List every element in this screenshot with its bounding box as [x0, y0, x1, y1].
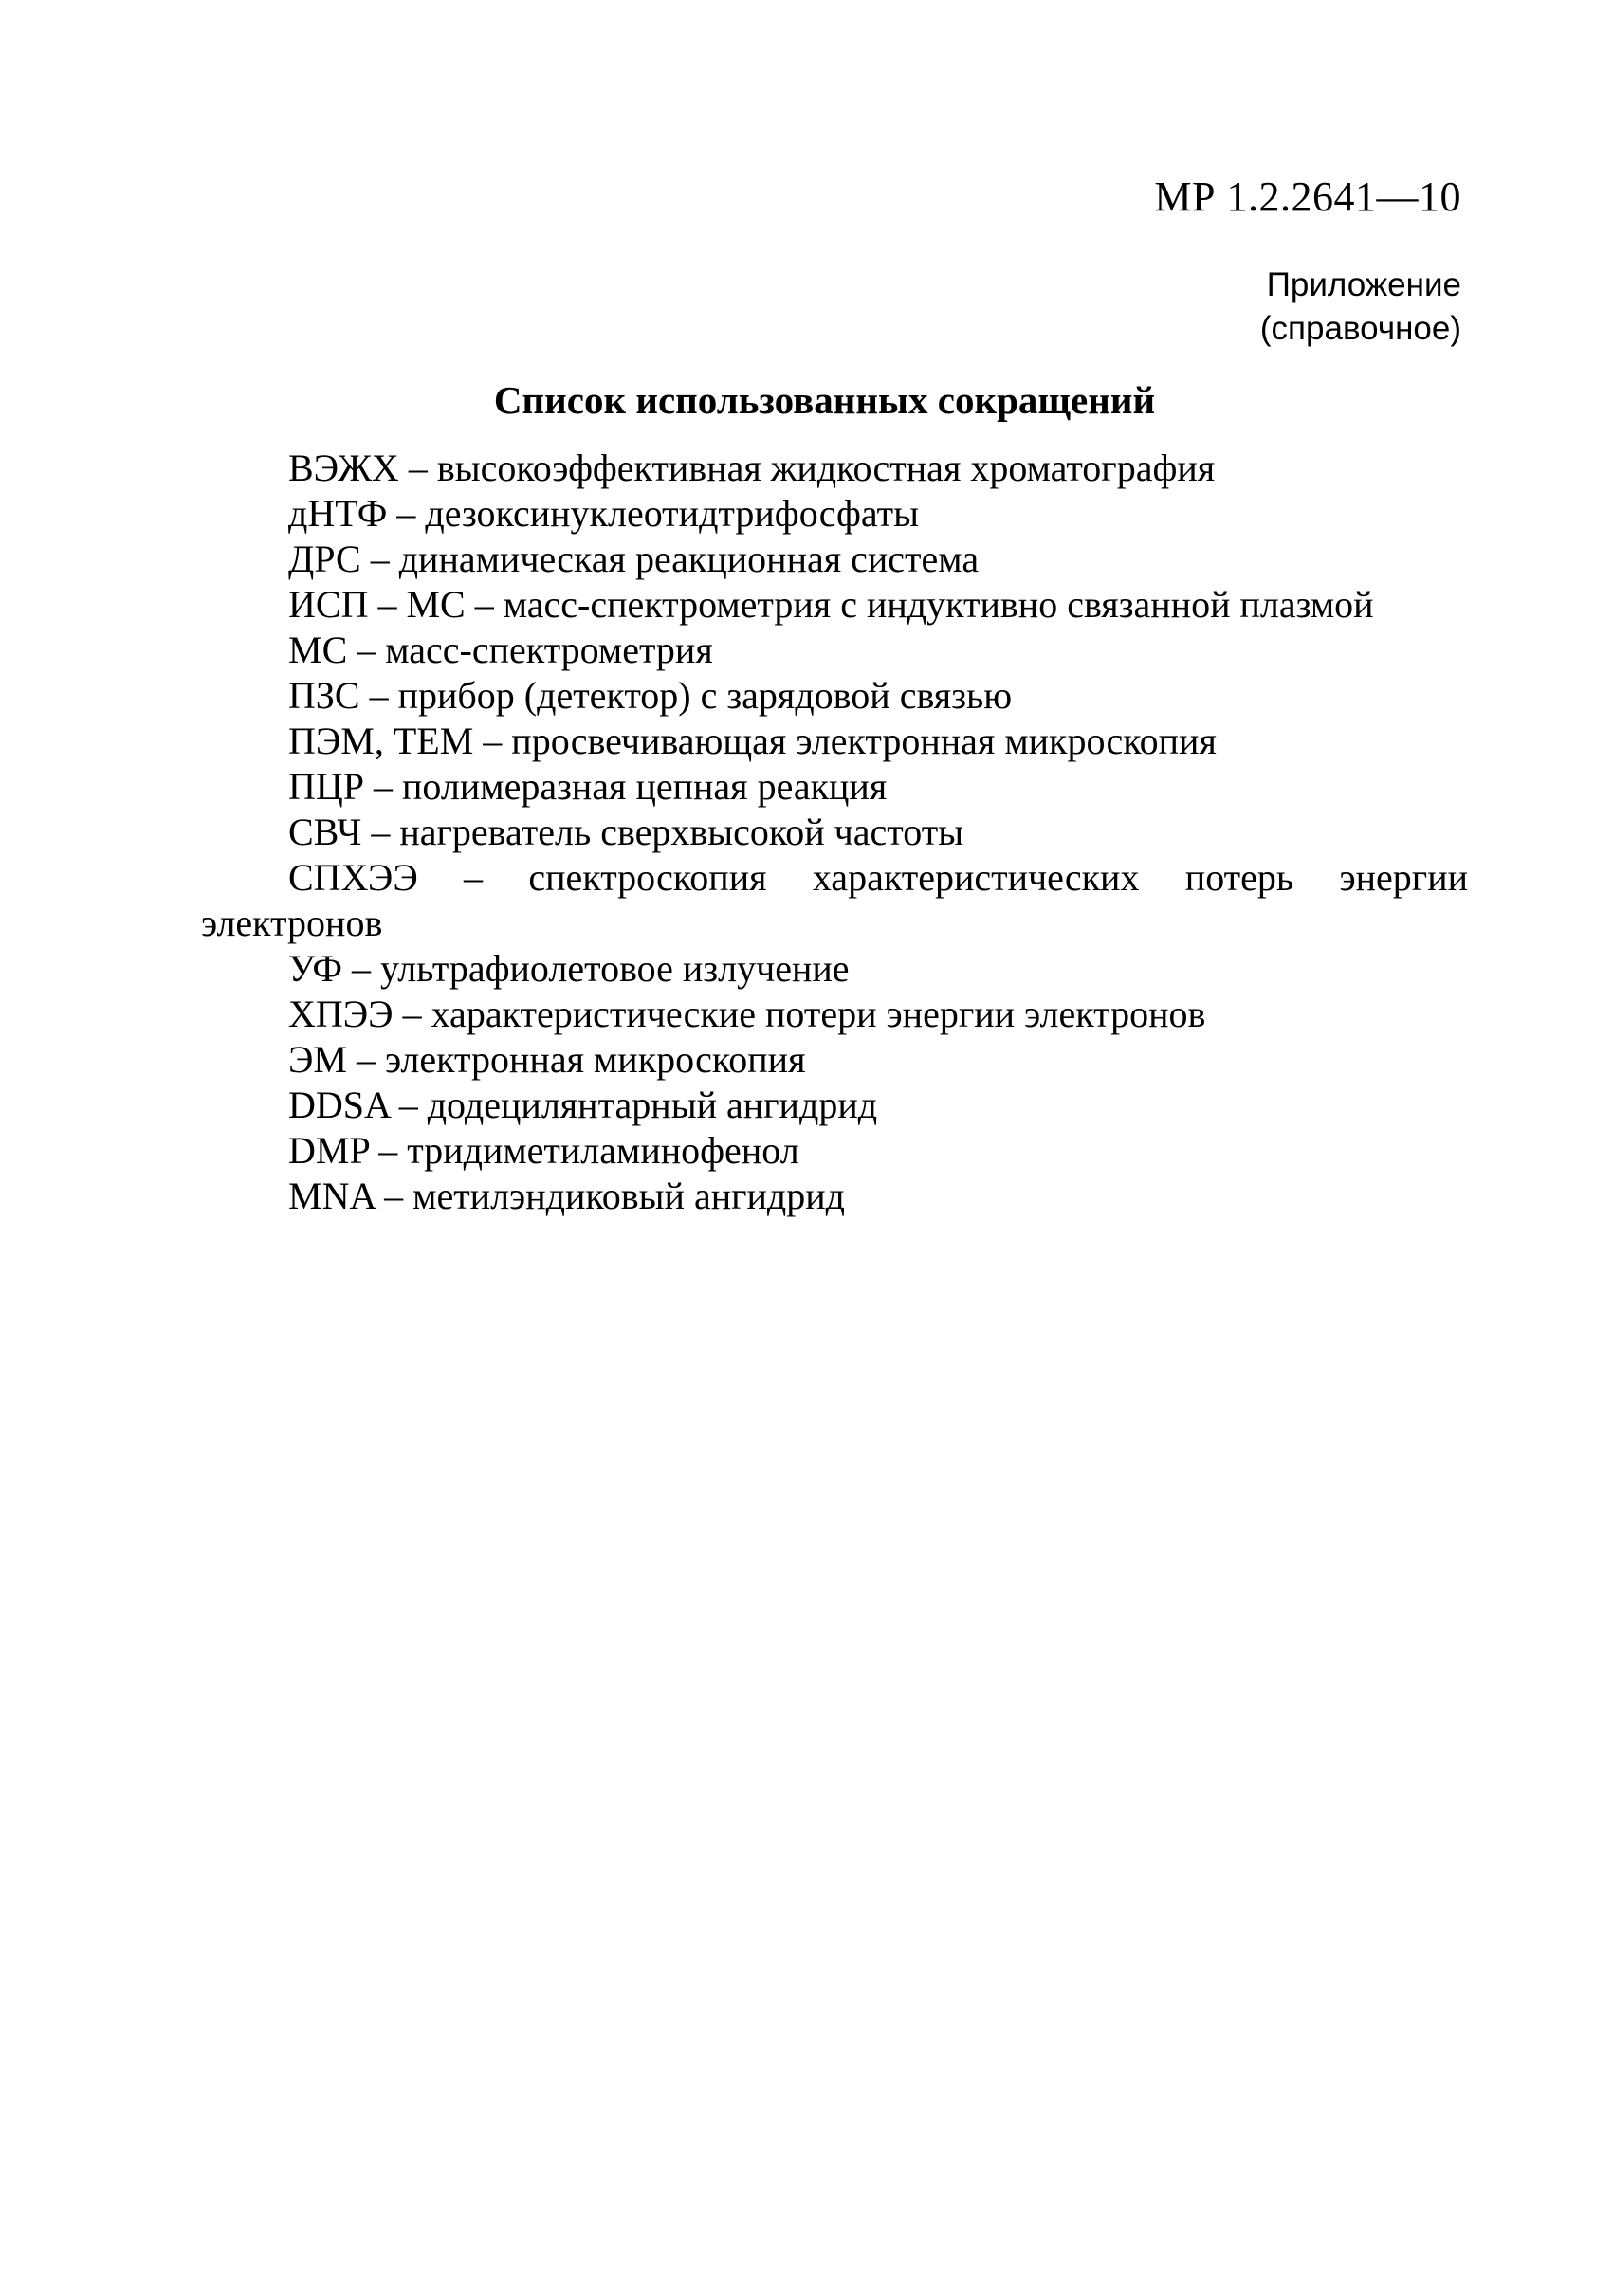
- list-item: ХПЭЭ – характеристические потери энергии электронов: [288, 993, 1206, 1035]
- list-item: ПЦР – полимеразная цепная реакция: [288, 765, 888, 808]
- list-item: СВЧ – нагреватель сверхвысокой частоты: [288, 811, 964, 853]
- abbreviation-list: [201, 446, 1468, 1219]
- list-item: СПХЭЭ – спектроскопия характеристических потерь энергии электронов: [201, 856, 1468, 944]
- list-item: ДРС – динамическая реакционная система: [288, 538, 980, 580]
- list-item: ВЭЖХ – высокоэффективная жидкостная хроматография: [288, 446, 1216, 489]
- appendix-heading: [1260, 264, 1461, 351]
- list-item: дНТФ – дезоксинуклеотидтрифосфаты: [288, 492, 919, 535]
- list-item: ПЗС – прибор (детектор) с зарядовой связью: [288, 674, 1013, 717]
- list-item: DMP – тридиметиламинофенол: [288, 1129, 799, 1172]
- list-item: ПЭМ, ТЕМ – просвечивающая электронная микроскопия: [288, 720, 1217, 762]
- document-code: МР 1.2.2641—10: [1154, 173, 1461, 220]
- list-item: MNA – метилэндиковый ангидрид: [288, 1175, 846, 1217]
- list-item: УФ – ультрафиолетовое излучение: [288, 947, 850, 990]
- list-item: ИСП – МС – масс-спектрометрия с индуктивно связанной плазмой: [288, 583, 1374, 626]
- appendix-label: Приложение: [1266, 266, 1461, 303]
- page-title: Список использованных сокращений: [493, 378, 1156, 422]
- appendix-type: (справочное): [1259, 310, 1461, 347]
- list-item: МС – масс-спектрометрия: [288, 629, 713, 671]
- list-item: ЭМ – электронная микроскопия: [288, 1038, 806, 1081]
- list-item: DDSA – додецилянтарный ангидрид: [288, 1084, 878, 1126]
